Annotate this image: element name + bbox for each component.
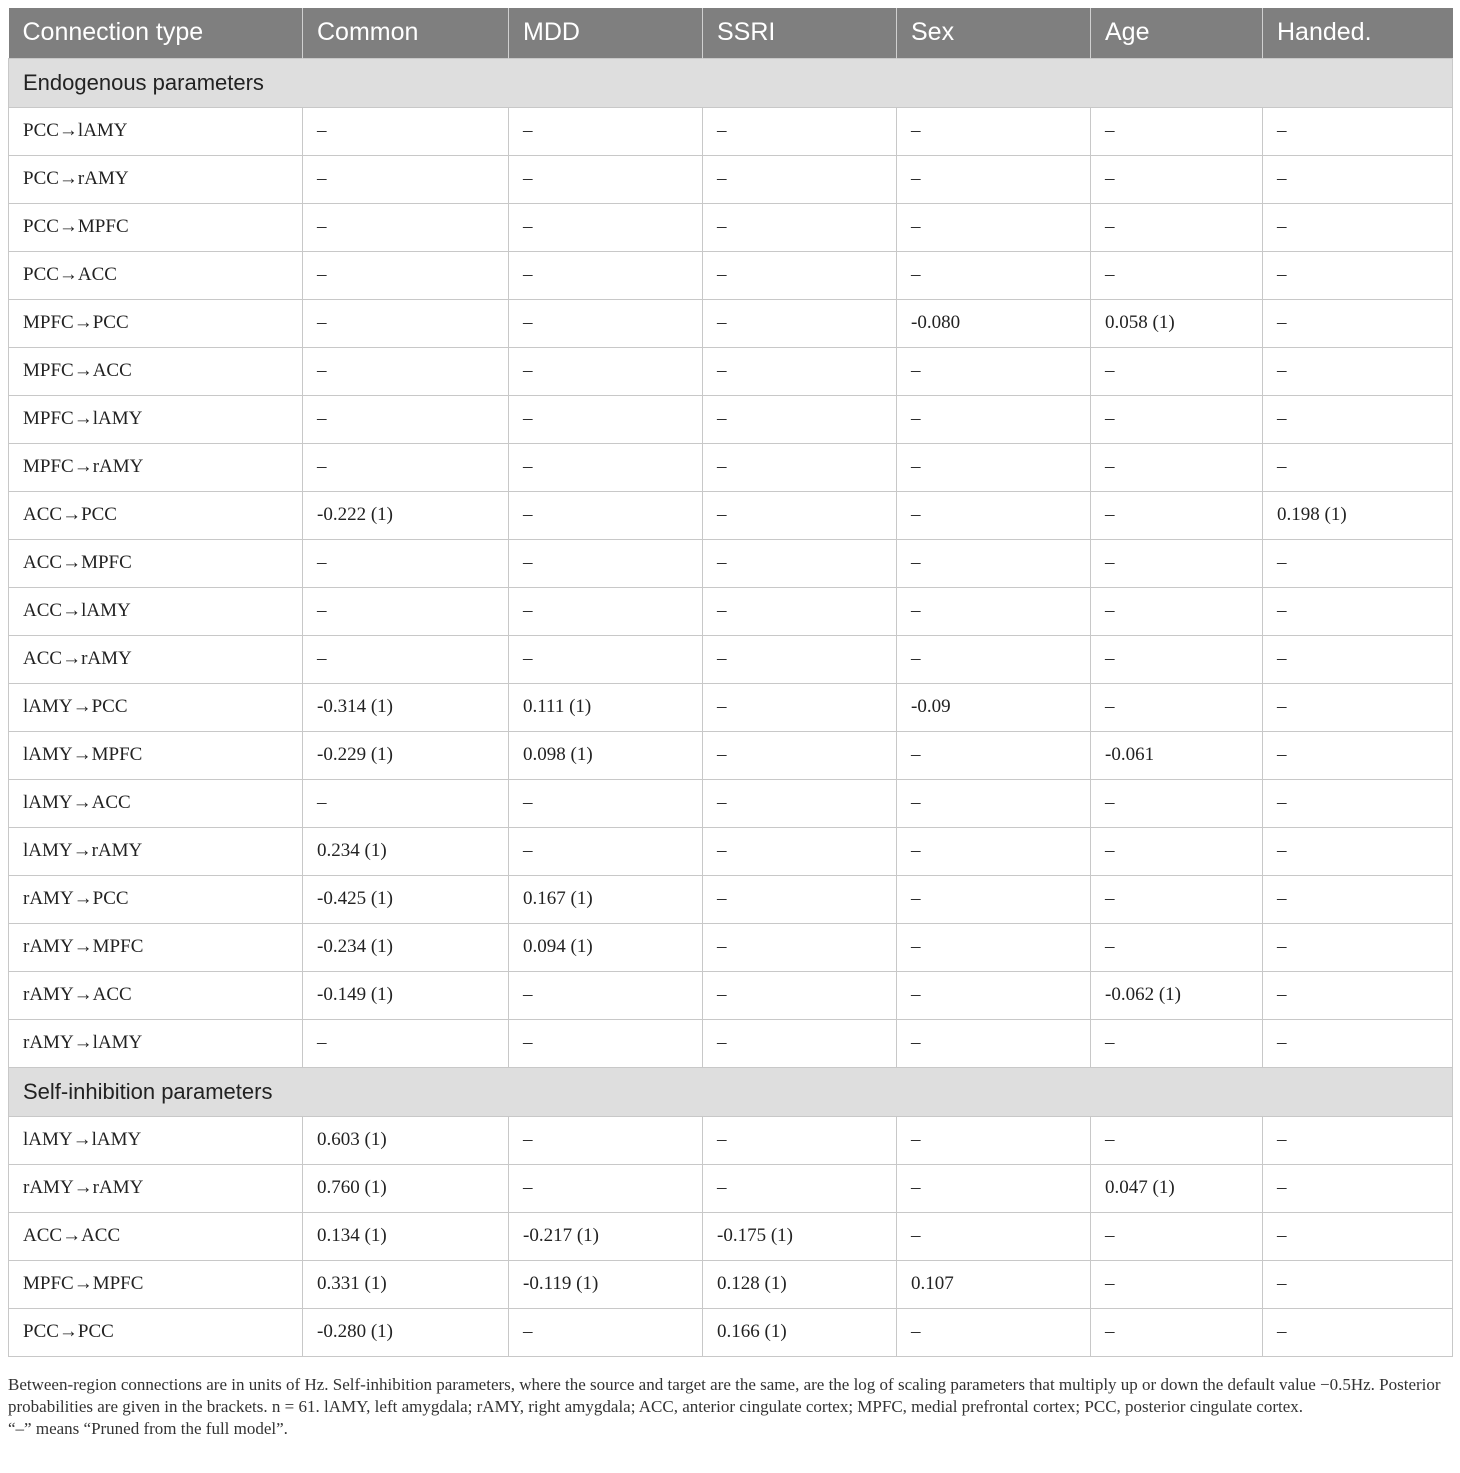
value-cell: – xyxy=(897,107,1091,155)
value-cell: – xyxy=(509,155,703,203)
connection-cell: PCC→MPFC xyxy=(9,203,303,251)
value-cell: – xyxy=(1091,491,1263,539)
value-cell: – xyxy=(303,395,509,443)
value-cell: -0.062 (1) xyxy=(1091,971,1263,1019)
value-cell: – xyxy=(1263,1308,1453,1356)
value-cell: – xyxy=(897,539,1091,587)
value-cell: 0.111 (1) xyxy=(509,683,703,731)
header-connection-type: Connection type xyxy=(9,8,303,58)
connection-cell: ACC→ACC xyxy=(9,1212,303,1260)
table-row xyxy=(9,827,1453,875)
value-cell: -0.080 xyxy=(897,299,1091,347)
value-cell: – xyxy=(703,923,897,971)
header-common: Common xyxy=(303,8,509,58)
table-row xyxy=(9,1260,1453,1308)
value-cell: – xyxy=(1263,635,1453,683)
value-cell: – xyxy=(897,155,1091,203)
value-cell: 0.198 (1) xyxy=(1263,491,1453,539)
value-cell: – xyxy=(509,779,703,827)
value-cell: – xyxy=(703,779,897,827)
value-cell: -0.234 (1) xyxy=(303,923,509,971)
value-cell: 0.107 xyxy=(897,1260,1091,1308)
table-row xyxy=(9,347,1453,395)
connection-cell: ACC→PCC xyxy=(9,491,303,539)
value-cell: – xyxy=(897,1308,1091,1356)
value-cell: – xyxy=(703,1019,897,1067)
value-cell: – xyxy=(509,395,703,443)
connection-cell: rAMY→lAMY xyxy=(9,1019,303,1067)
connection-cell: rAMY→MPFC xyxy=(9,923,303,971)
value-cell: – xyxy=(897,1116,1091,1164)
value-cell: – xyxy=(897,395,1091,443)
value-cell: – xyxy=(1263,1019,1453,1067)
value-cell: – xyxy=(303,1019,509,1067)
connection-cell: rAMY→ACC xyxy=(9,971,303,1019)
value-cell: – xyxy=(509,251,703,299)
value-cell: – xyxy=(303,299,509,347)
table-row xyxy=(9,539,1453,587)
value-cell: -0.425 (1) xyxy=(303,875,509,923)
value-cell: – xyxy=(303,347,509,395)
table-row xyxy=(9,491,1453,539)
value-cell: – xyxy=(509,1116,703,1164)
value-cell: -0.119 (1) xyxy=(509,1260,703,1308)
value-cell: – xyxy=(703,1116,897,1164)
value-cell: – xyxy=(897,875,1091,923)
connection-cell: MPFC→MPFC xyxy=(9,1260,303,1308)
value-cell: -0.09 xyxy=(897,683,1091,731)
value-cell: – xyxy=(303,203,509,251)
value-cell: – xyxy=(1091,587,1263,635)
value-cell: – xyxy=(703,827,897,875)
value-cell: – xyxy=(1091,1260,1263,1308)
value-cell: – xyxy=(1091,1019,1263,1067)
section-title: Self-inhibition parameters xyxy=(9,1067,1453,1116)
connection-cell: ACC→MPFC xyxy=(9,539,303,587)
value-cell: – xyxy=(1091,1308,1263,1356)
value-cell: -0.149 (1) xyxy=(303,971,509,1019)
value-cell: -0.217 (1) xyxy=(509,1212,703,1260)
value-cell: – xyxy=(1263,347,1453,395)
value-cell: – xyxy=(509,1164,703,1212)
value-cell: – xyxy=(509,107,703,155)
value-cell: – xyxy=(1091,251,1263,299)
value-cell: – xyxy=(1091,1212,1263,1260)
table-footnote xyxy=(8,1374,1456,1440)
value-cell: – xyxy=(1091,635,1263,683)
value-cell: – xyxy=(1263,251,1453,299)
value-cell: – xyxy=(897,443,1091,491)
header-mdd: MDD xyxy=(509,8,703,58)
value-cell: 0.128 (1) xyxy=(703,1260,897,1308)
value-cell: – xyxy=(1263,299,1453,347)
connection-cell: rAMY→PCC xyxy=(9,875,303,923)
value-cell: – xyxy=(1263,1116,1453,1164)
value-cell: -0.229 (1) xyxy=(303,731,509,779)
value-cell: – xyxy=(703,107,897,155)
value-cell: – xyxy=(703,443,897,491)
connection-cell: MPFC→ACC xyxy=(9,347,303,395)
value-cell: – xyxy=(1263,107,1453,155)
value-cell: – xyxy=(509,1019,703,1067)
table-row xyxy=(9,443,1453,491)
connection-cell: MPFC→lAMY xyxy=(9,395,303,443)
table-row xyxy=(9,395,1453,443)
value-cell: – xyxy=(1091,539,1263,587)
value-cell: – xyxy=(1263,1212,1453,1260)
table-row xyxy=(9,731,1453,779)
value-cell: 0.098 (1) xyxy=(509,731,703,779)
value-cell: – xyxy=(1091,923,1263,971)
value-cell: – xyxy=(303,107,509,155)
value-cell: – xyxy=(1263,731,1453,779)
connection-cell: lAMY→rAMY xyxy=(9,827,303,875)
table-row xyxy=(9,971,1453,1019)
value-cell: 0.134 (1) xyxy=(303,1212,509,1260)
value-cell: – xyxy=(1263,1260,1453,1308)
value-cell: – xyxy=(1263,539,1453,587)
value-cell: – xyxy=(303,635,509,683)
value-cell: -0.061 xyxy=(1091,731,1263,779)
value-cell: 0.234 (1) xyxy=(303,827,509,875)
value-cell: – xyxy=(703,731,897,779)
value-cell: – xyxy=(1263,155,1453,203)
value-cell: 0.094 (1) xyxy=(509,923,703,971)
value-cell: – xyxy=(1091,683,1263,731)
header-ssri: SSRI xyxy=(703,8,897,58)
value-cell: – xyxy=(897,491,1091,539)
header-sex: Sex xyxy=(897,8,1091,58)
value-cell: – xyxy=(703,251,897,299)
table-row xyxy=(9,1116,1453,1164)
value-cell: – xyxy=(509,347,703,395)
value-cell: – xyxy=(303,779,509,827)
table-row xyxy=(9,251,1453,299)
table-row xyxy=(9,923,1453,971)
value-cell: – xyxy=(897,347,1091,395)
connection-cell: lAMY→MPFC xyxy=(9,731,303,779)
value-cell: – xyxy=(509,971,703,1019)
section-row xyxy=(9,1067,1453,1116)
value-cell: -0.222 (1) xyxy=(303,491,509,539)
value-cell: – xyxy=(303,539,509,587)
table-row xyxy=(9,587,1453,635)
value-cell: – xyxy=(1263,203,1453,251)
table-header-row xyxy=(9,8,1453,58)
value-cell: – xyxy=(897,635,1091,683)
connection-cell: rAMY→rAMY xyxy=(9,1164,303,1212)
value-cell: – xyxy=(703,875,897,923)
value-cell: – xyxy=(1263,443,1453,491)
table-row xyxy=(9,779,1453,827)
connection-cell: PCC→rAMY xyxy=(9,155,303,203)
value-cell: – xyxy=(1263,827,1453,875)
value-cell: – xyxy=(897,827,1091,875)
value-cell: – xyxy=(703,635,897,683)
value-cell: – xyxy=(897,587,1091,635)
value-cell: – xyxy=(897,1212,1091,1260)
value-cell: – xyxy=(509,827,703,875)
table-row xyxy=(9,203,1453,251)
value-cell: – xyxy=(1091,107,1263,155)
value-cell: – xyxy=(303,443,509,491)
table-body xyxy=(9,58,1453,1356)
value-cell: – xyxy=(509,443,703,491)
value-cell: – xyxy=(1091,875,1263,923)
value-cell: – xyxy=(509,1308,703,1356)
table-row xyxy=(9,1164,1453,1212)
value-cell: – xyxy=(897,731,1091,779)
table-row xyxy=(9,299,1453,347)
value-cell: – xyxy=(509,539,703,587)
value-cell: – xyxy=(509,203,703,251)
results-table-container xyxy=(8,8,1452,1357)
footnote-text: Between-region connections are in units of Hz. Self-inhibition parameters, where the source and target are the same, are the log of scaling parameters that multiply up or down the default value −0.5Hz. Posterior probabilities are given in the brackets. n = 61. lAMY, left amygdala; rAMY, right amygdala; ACC, anterior cingulate cortex; MPFC, medial prefrontal cortex; PCC, posterior cingulate cortex. xyxy=(8,1375,1441,1416)
value-cell: – xyxy=(303,251,509,299)
section-row xyxy=(9,58,1453,107)
connection-parameters-table xyxy=(8,8,1453,1357)
value-cell: – xyxy=(703,971,897,1019)
value-cell: – xyxy=(509,491,703,539)
connection-cell: lAMY→PCC xyxy=(9,683,303,731)
value-cell: – xyxy=(703,539,897,587)
value-cell: – xyxy=(703,203,897,251)
value-cell: 0.760 (1) xyxy=(303,1164,509,1212)
table-row xyxy=(9,107,1453,155)
table-row xyxy=(9,1019,1453,1067)
value-cell: – xyxy=(1263,779,1453,827)
connection-cell: PCC→lAMY xyxy=(9,107,303,155)
value-cell: – xyxy=(897,923,1091,971)
value-cell: – xyxy=(303,155,509,203)
value-cell: – xyxy=(703,155,897,203)
table-row xyxy=(9,683,1453,731)
value-cell: 0.047 (1) xyxy=(1091,1164,1263,1212)
value-cell: – xyxy=(897,1164,1091,1212)
connection-cell: PCC→ACC xyxy=(9,251,303,299)
value-cell: 0.167 (1) xyxy=(509,875,703,923)
value-cell: – xyxy=(897,779,1091,827)
header-handedness: Handed. xyxy=(1263,8,1453,58)
connection-cell: PCC→PCC xyxy=(9,1308,303,1356)
value-cell: – xyxy=(1091,155,1263,203)
section-title: Endogenous parameters xyxy=(9,58,1453,107)
value-cell: 0.331 (1) xyxy=(303,1260,509,1308)
value-cell: -0.314 (1) xyxy=(303,683,509,731)
table-row xyxy=(9,155,1453,203)
value-cell: – xyxy=(1263,923,1453,971)
connection-cell: ACC→rAMY xyxy=(9,635,303,683)
value-cell: – xyxy=(509,635,703,683)
footnote-pruned-note: “–” means “Pruned from the full model”. xyxy=(8,1419,288,1438)
value-cell: – xyxy=(703,1164,897,1212)
value-cell: – xyxy=(703,683,897,731)
value-cell: – xyxy=(1263,395,1453,443)
value-cell: – xyxy=(1263,683,1453,731)
value-cell: – xyxy=(703,395,897,443)
value-cell: – xyxy=(303,587,509,635)
value-cell: – xyxy=(1263,971,1453,1019)
table-row xyxy=(9,1308,1453,1356)
value-cell: – xyxy=(897,1019,1091,1067)
connection-cell: lAMY→ACC xyxy=(9,779,303,827)
value-cell: – xyxy=(703,491,897,539)
table-row xyxy=(9,875,1453,923)
value-cell: – xyxy=(1091,347,1263,395)
value-cell: – xyxy=(1263,875,1453,923)
value-cell: 0.603 (1) xyxy=(303,1116,509,1164)
value-cell: – xyxy=(1091,395,1263,443)
connection-cell: ACC→lAMY xyxy=(9,587,303,635)
value-cell: – xyxy=(897,203,1091,251)
header-age: Age xyxy=(1091,8,1263,58)
value-cell: 0.058 (1) xyxy=(1091,299,1263,347)
value-cell: -0.175 (1) xyxy=(703,1212,897,1260)
connection-cell: MPFC→PCC xyxy=(9,299,303,347)
value-cell: – xyxy=(1091,1116,1263,1164)
value-cell: – xyxy=(1263,1164,1453,1212)
value-cell: 0.166 (1) xyxy=(703,1308,897,1356)
table-row xyxy=(9,1212,1453,1260)
value-cell: – xyxy=(897,251,1091,299)
value-cell: -0.280 (1) xyxy=(303,1308,509,1356)
value-cell: – xyxy=(703,587,897,635)
value-cell: – xyxy=(1091,443,1263,491)
value-cell: – xyxy=(1091,779,1263,827)
value-cell: – xyxy=(703,347,897,395)
value-cell: – xyxy=(1091,827,1263,875)
value-cell: – xyxy=(897,971,1091,1019)
table-row xyxy=(9,635,1453,683)
value-cell: – xyxy=(1091,203,1263,251)
value-cell: – xyxy=(1263,587,1453,635)
connection-cell: MPFC→rAMY xyxy=(9,443,303,491)
value-cell: – xyxy=(703,299,897,347)
value-cell: – xyxy=(509,299,703,347)
connection-cell: lAMY→lAMY xyxy=(9,1116,303,1164)
value-cell: – xyxy=(509,587,703,635)
